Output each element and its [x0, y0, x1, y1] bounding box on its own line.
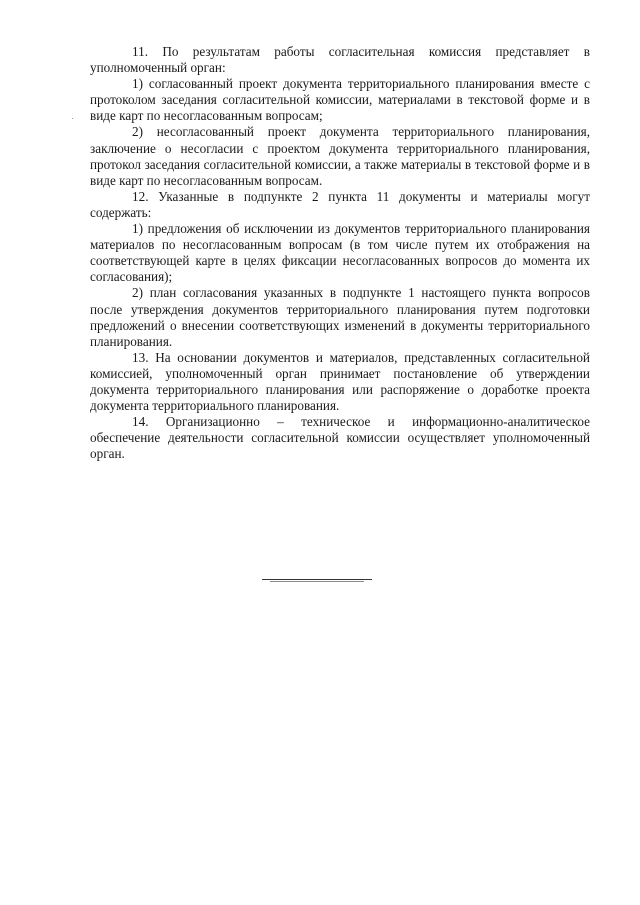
- paragraph-14: 14. Организационно – техническое и информационно-аналитическое обеспечение деятельности согласительной комиссии осуществляет уполномоченный орган.: [90, 414, 590, 462]
- scan-speck: [72, 118, 73, 119]
- paragraph-11-item-1: 1) согласованный проект документа территориального планирования вместе с протоколом заседания согласительной комиссии, материалами в текстовой форме и в виде карт по несогласованным вопросам;: [90, 76, 590, 124]
- end-separator-line: [262, 579, 372, 580]
- paragraph-11: 11. По результатам работы согласительная комиссия представляет в уполномоченный орган:: [90, 44, 590, 76]
- paragraph-12-item-1: 1) предложения об исключении из документов территориального планирования материалов по несогласованным вопросам (в том числе путем их отображения на соответствующей карте в целях фиксации несогласованных вопросов до момента их согласования);: [90, 221, 590, 285]
- paragraph-13: 13. На основании документов и материалов, представленных согласительной комиссией, уполномоченный орган принимает постановление об утверждении документа территориального планирования или распоряжение о доработке проекта документа территориального планирования.: [90, 349, 590, 414]
- paragraph-12: 12. Указанные в подпункте 2 пункта 11 документы и материалы могут содержать:: [90, 188, 590, 220]
- paragraph-11-item-2: 2) несогласованный проект документа территориального планирования, заключение о несогласии с проектом документа территориального планирования, протокол заседания согласительной комиссии, а также материалы в текстовой форме и в виде карт по несогласованным вопросам.: [90, 124, 590, 188]
- document-body: [90, 44, 590, 462]
- paragraph-12-item-2: 2) план согласования указанных в подпункте 1 настоящего пункта вопросов после утверждения документов территориального планирования путем подготовки предложений о внесении соответствующих изменений в документы территориального планирования.: [90, 285, 590, 349]
